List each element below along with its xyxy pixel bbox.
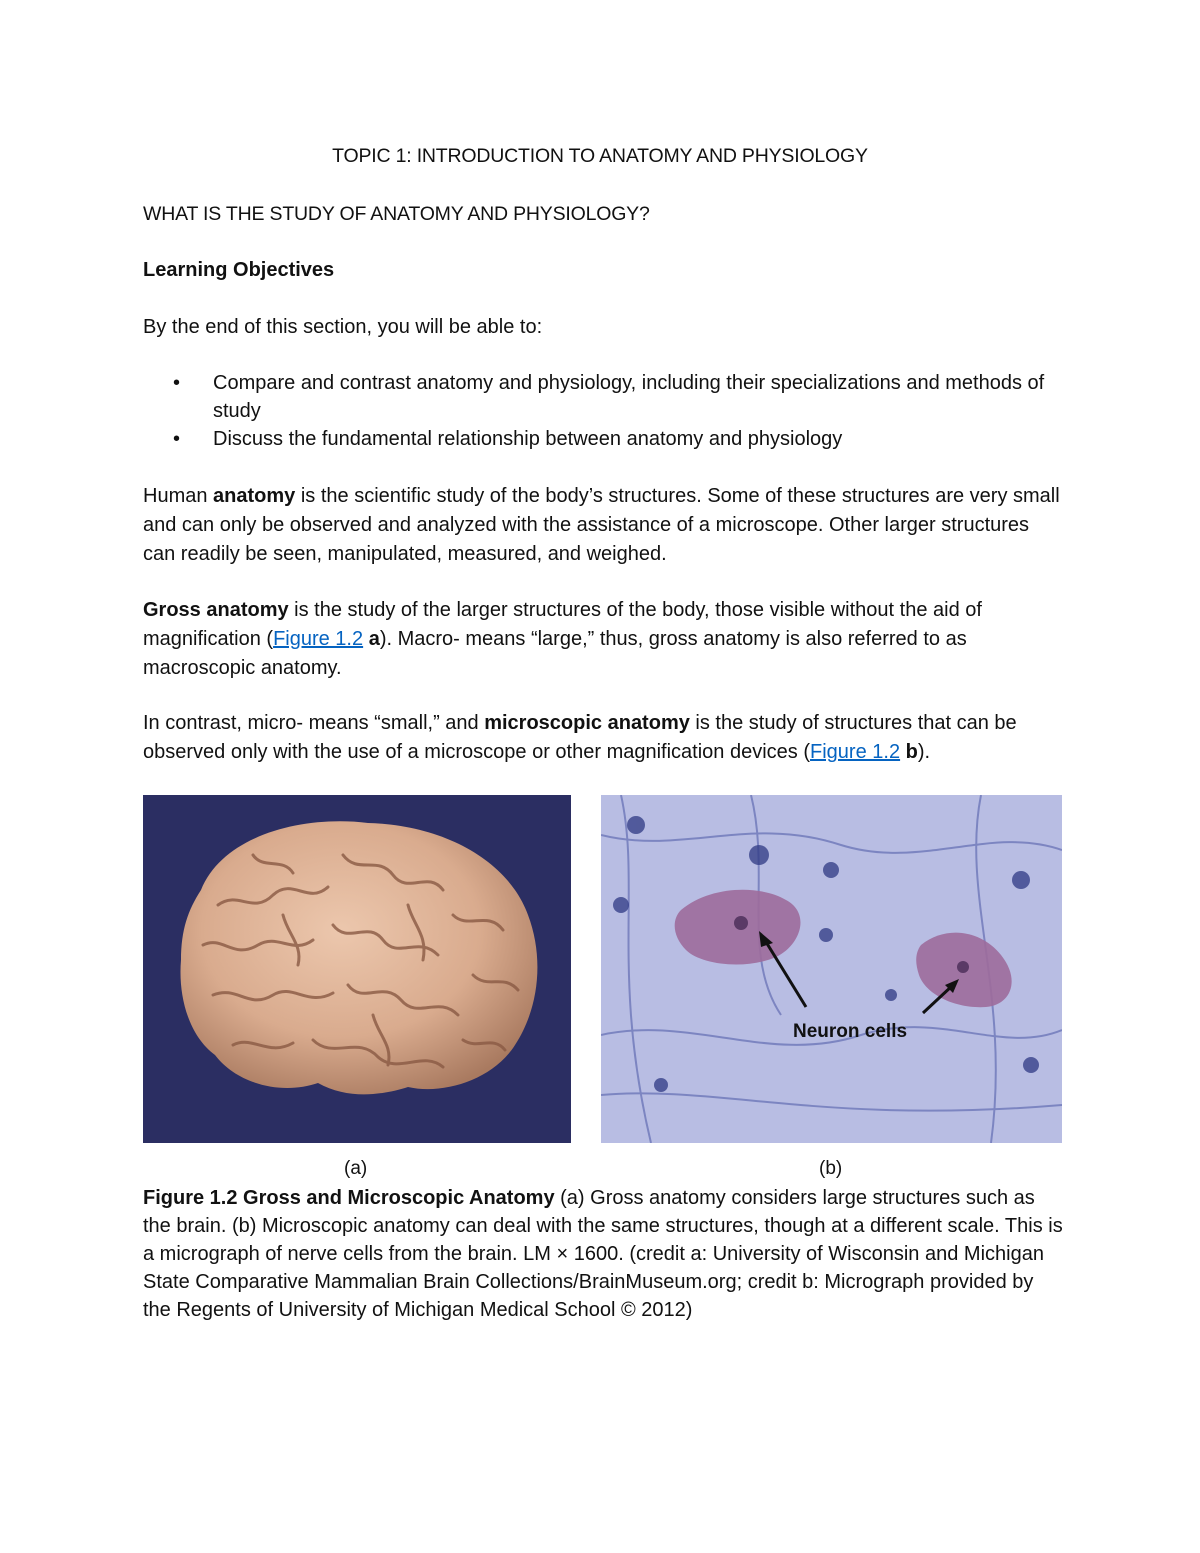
paragraph-text: Human <box>143 485 214 507</box>
term-microscopic-anatomy: microscopic anatomy <box>484 712 690 734</box>
caption-text: (a) Gross anatomy considers large structures such as the brain. (b) Microscopic anatomy can deal with the same structures, though at a different scale. This is a micrograph of nerve cells from the brain. LM × 1600. (credit a: University of Wisconsin and Michigan State Comparative Mammalian Brain Collections/BrainMuseum.org; credit b: Micrograph provided by the Regents of University of Michigan Medical School © 2012) <box>143 1187 1063 1321</box>
figure-label-b: (b) <box>819 1158 843 1179</box>
micrograph-photo <box>601 795 1062 1143</box>
learning-objectives-heading: Learning Objectives <box>143 259 335 281</box>
paragraph-gross-anatomy <box>143 596 1063 683</box>
brain-shape <box>180 821 537 1094</box>
section-heading: WHAT IS THE STUDY OF ANATOMY AND PHYSIOLOGY? <box>143 203 650 225</box>
objectives-list <box>143 369 1063 453</box>
neuron-cells-label: Neuron cells <box>793 1021 908 1042</box>
brain-photo <box>143 795 571 1143</box>
figure-link[interactable]: Figure 1.2 <box>273 628 364 650</box>
figure-caption <box>143 1184 1063 1324</box>
term-gross-anatomy: Gross anatomy <box>143 599 289 621</box>
objective-text: Discuss the fundamental relationship between anatomy and physiology <box>213 428 843 450</box>
figure-part-a: a <box>368 628 380 650</box>
figure-label-a: (a) <box>344 1158 368 1179</box>
paragraph-text: In contrast, micro- means “small,” and <box>143 712 485 734</box>
page-title: TOPIC 1: INTRODUCTION TO ANATOMY AND PHYSIOLOGY <box>332 145 868 167</box>
paragraph-text: ). <box>917 741 931 763</box>
brain-illustration <box>143 795 571 1143</box>
paragraph-text: is the scientific study of the body’s structures. Some of these structures are very small and can only be observed and analyzed with the assistance of a microscope. Other larger structures can readily be seen, manipulated, measured, and weighed. <box>143 485 1060 565</box>
figure-link[interactable]: Figure 1.2 <box>810 741 901 763</box>
micrograph-illustration <box>601 795 1062 1143</box>
list-item <box>143 369 1063 425</box>
bullet-icon: • <box>173 372 181 394</box>
caption-title: Figure 1.2 Gross and Microscopic Anatomy <box>143 1187 555 1209</box>
list-item <box>143 425 1063 453</box>
term-anatomy: anatomy <box>213 485 296 507</box>
objectives-intro: By the end of this section, you will be able to: <box>143 316 543 338</box>
paragraph-text: ). Macro- means “large,” thus, gross anatomy is also referred to as macroscopic anatomy. <box>143 628 967 679</box>
bullet-icon: • <box>173 428 181 450</box>
figure-part-b: b <box>905 741 918 763</box>
paragraph-text: is the study of structures that can be observed only with the use of a microscope or other magnification devices ( <box>143 712 1017 763</box>
paragraph-text: is the study of the larger structures of the body, those visible without the aid of magnification ( <box>143 599 982 650</box>
paragraph-anatomy <box>143 482 1063 569</box>
paragraph-microscopic-anatomy <box>143 709 1063 767</box>
objective-text: Compare and contrast anatomy and physiology, including their specializations and methods of study <box>213 372 1045 422</box>
